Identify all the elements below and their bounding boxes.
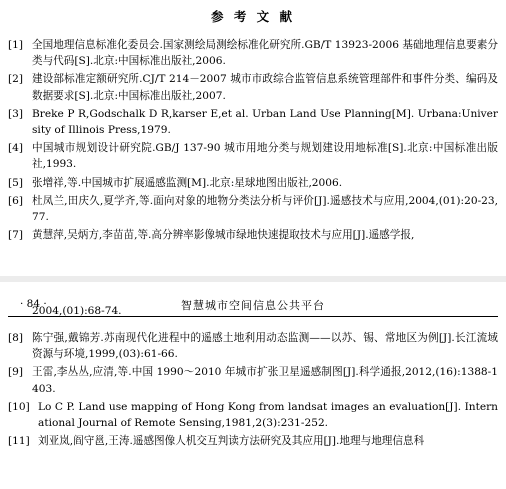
- reference-number: [7]: [8, 229, 24, 242]
- reference-list: [8, 37, 498, 245]
- reference-item: [8, 71, 498, 103]
- reference-number: [10]: [8, 400, 30, 413]
- reference-number: [9]: [8, 366, 24, 379]
- reference-text: 刘亚岚,阎守邕,王涛.遥感图像人机交互判读方法研究及其应用[J].地理与地理信息科: [38, 435, 425, 448]
- reference-item: [8, 433, 498, 449]
- reference-number: [3]: [8, 107, 24, 120]
- reference-text: Lo C P. Land use mapping of Hong Kong from landsat images an evaluation[J]. International Journal of Remote Sensing,1981,2(3):231-252.: [38, 400, 498, 430]
- reference-text: 杜凤兰,田庆久,夏学齐,等.面向对象的地物分类法分析与评价[J].遥感技术与应用,2004,(01):20-23,77.: [32, 194, 498, 224]
- reference-text: 王雷,李丛丛,应清,等.中国 1990～2010 年城市扩张卫星遥感制图[J].科学通报,2012,(16):1388-1403.: [32, 366, 498, 395]
- reference-number: [2]: [8, 73, 24, 86]
- reference-item: [8, 330, 498, 362]
- reference-number: [5]: [8, 176, 24, 189]
- reference-item: [8, 106, 498, 138]
- reference-page-bottom: [0, 282, 506, 489]
- reference-item: [8, 399, 498, 431]
- reference-item: [8, 140, 498, 172]
- page-number: · 84 ·: [20, 298, 47, 310]
- reference-text: 张增祥,等.中国城市扩展遥感监测[M].北京:星球地图出版社,2006.: [32, 176, 343, 189]
- reference-text: 黄慧萍,吴炳方,李苗苗,等.高分辨率影像城市绿地快速提取技术与应用[J].遥感学报,: [32, 229, 415, 242]
- reference-continuation: 2004,(01):68-74.: [32, 305, 122, 317]
- reference-list: [8, 330, 498, 451]
- reference-text: 陈宁强,戴锦芳.苏南现代化进程中的遥感土地利用动态监测——以苏、锡、常地区为例[J].长江流域资源与环境,1999,(03):61-66.: [32, 332, 498, 361]
- reference-text: 中国城市规划设计研究院.GB/J 137-90 城市用地分类与规划建设用地标准[S].北京:中国标准出版社,1993.: [32, 142, 498, 171]
- reference-text: Breke P R,Godschalk D R,karser E,et al. Urban Land Use Planning[M]. Urbana:University of Illinois Press,1979.: [32, 107, 498, 137]
- reference-item: [8, 227, 498, 243]
- reference-text: 全国地理信息标准化委员会.国家测绘局测绘标准化研究所.GB/T 13923-2006 基础地理信息要素分类与代码[S].北京:中国标准出版社,2006.: [32, 39, 498, 68]
- section-title: 参 考 文 献: [210, 9, 296, 24]
- reference-number: [8]: [8, 332, 24, 344]
- reference-item: [8, 193, 498, 225]
- reference-number: [1]: [8, 39, 24, 51]
- reference-item: [8, 364, 498, 396]
- reference-number: [11]: [8, 435, 30, 448]
- reference-item: [8, 37, 498, 69]
- reference-number: [4]: [8, 142, 24, 155]
- reference-number: [6]: [8, 194, 24, 207]
- reference-item: [8, 175, 498, 191]
- reference-text: 建设部标准定额研究所.CJ/T 214－2007 城市市政综合监管信息系统管理部件和事件分类、编码及数据要求[S].北京:中国标准出版社,2007.: [32, 73, 498, 102]
- running-head-title: 智慧城市空间信息公共平台: [181, 299, 325, 312]
